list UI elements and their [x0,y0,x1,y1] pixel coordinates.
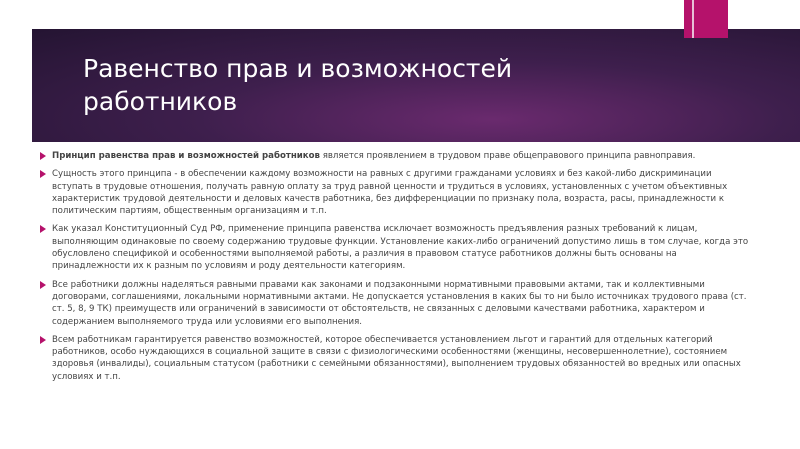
bullet-bold-text: Принцип равенства прав и возможностей работников [52,151,320,161]
accent-tab [684,0,728,38]
bullet-item [40,334,752,383]
slide-title: Равенство прав и возможностей работников [83,54,513,116]
triangle-bullet-icon [40,152,46,160]
bullet-text: является проявлением в трудовом праве общеправового принципа равноправия. [319,151,696,161]
triangle-bullet-icon [40,281,46,289]
bullet-item [40,223,752,272]
bullet-text: Как указал Конституционный Суд РФ, применение принципа равенства исключает возможность предъявления разных требований к лицам, выполняющим одинаковые по своему содержанию трудовые функции. Установление каких-либо ограничений допустимо лишь в том случае, когда это обусловлено спецификой и особенностями выполняемой работы, а различия в правовом статусе работников должны быть основаны на принадлежности их к разным по условиям и роду деятельности категориям. [52,224,749,272]
bullet-text: Сущность этого принципа - в обеспечении каждому возможности на равных с другими гражданами условиях и без какой-либо дискриминации вступать в трудовые отношения, получать равную оплату за труд равной ценности и трудиться в условиях, установленных с учетом объективных характеристик трудовой деятельности и деловых качеств работника, без дифференциации по признаку пола, возраста, расы, принадлежности к политическим партиям, общественным организациям и т.п. [52,169,728,217]
triangle-bullet-icon [40,225,46,233]
triangle-bullet-icon [40,170,46,178]
bullet-text: Всем работникам гарантируется равенство возможностей, которое обеспечивается установлением льгот и гарантий для отдельных категорий работников, особо нуждающихся в социальной защите в связи с физиологическими особенностями (женщины, несовершеннолетние), состоянием здоровья (инвалиды), социальным статусом (работники с семейными обязанностями), выполнением трудовых обязанностей во вредных или опасных условиях и т.п. [52,334,741,382]
bullet-item [40,150,752,162]
triangle-bullet-icon [40,336,46,344]
bullet-text: Все работники должны наделяться равными правами как законами и подзаконными нормативными правовыми актами, так и коллективными договорами, соглашениями, локальными нормативными актами. Не допускается установления в каких бы то ни было источниках трудового права (ст. ст. 5, 8, 9 ТК) преимуществ или ограничений в зависимости от обстоятельств, не связанных с деловыми качествами работника, характером и содержанием выполняемого труда или условиями его выполнения. [52,279,747,327]
bullet-item [40,168,752,217]
bullet-item [40,279,752,328]
accent-line [692,0,694,38]
bullet-list [40,150,752,389]
